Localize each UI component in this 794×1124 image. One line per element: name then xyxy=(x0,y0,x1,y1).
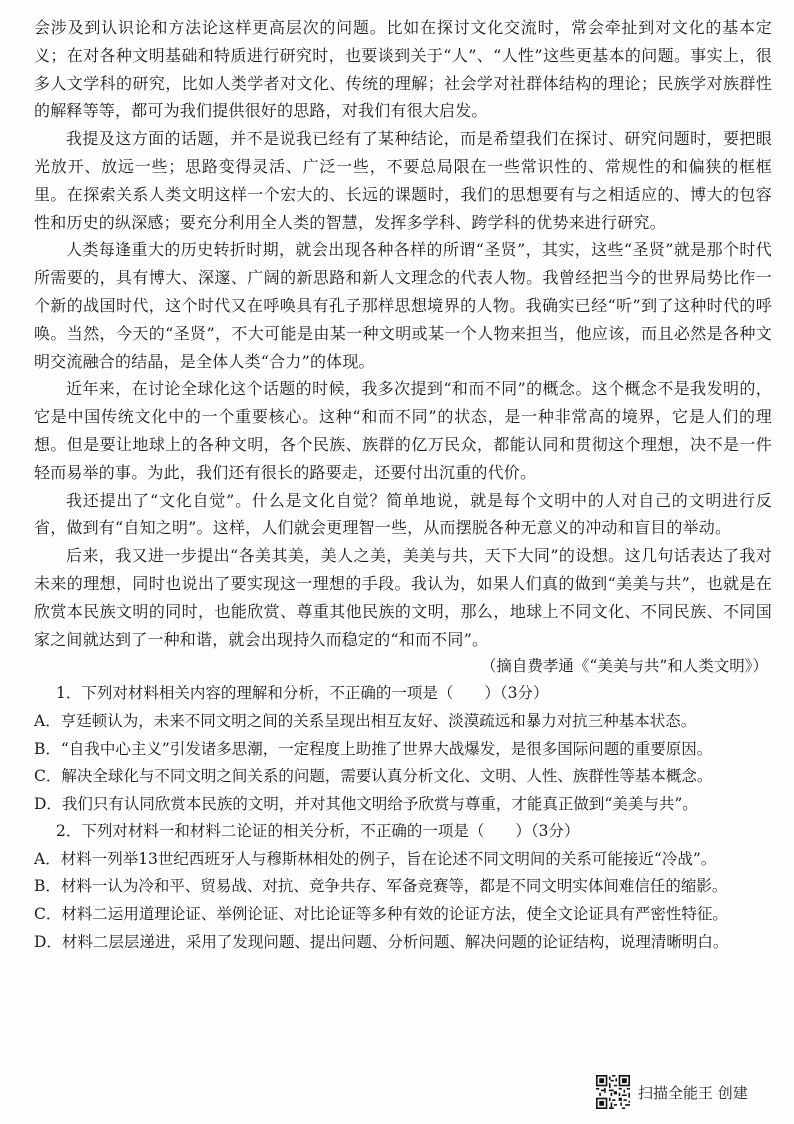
question-1-option-b: B．“自我中心主义”引发诸多思潮，一定程度上助推了世界大战爆发，是很多国际问题的重要原因。 xyxy=(34,739,713,758)
paragraph-2: 我提及这方面的话题，并不是说我已经有了某种结论，而是希望我们在探讨、研究问题时，要把眼光放开、放远一些；思路变得灵活、广泛一些，不要总局限在一些常识性的、常规性的和偏狭的框框里。在探索关系人类文明这样一个宏大的、长远的课题时，我们的思想要有与之相适应的、博大的包容性和历史的纵深感；要充分利用全人类的智慧，发挥多学科、跨学科的优势来进行研究。 xyxy=(34,129,772,232)
paragraph-3: 人类每逢重大的历史转折时期，就会出现各种各样的所谓“圣贤”，其实，这些“圣贤”就是那个时代所需要的，具有博大、深邃、广阔的新思路和新人文理念的代表人物。我曾经把当今的世界局势比作一个新的战国时代，这个时代又在呼唤具有孔子那样思想境界的人物。我确实已经“听”到了这种时代的呼唤。当然，今天的“圣贤”，不大可能是由某一种文明或某一个人物来担当，他应该，而且必然是各种文明交流融合的结晶，是全体人类“合力”的体现。 xyxy=(34,240,772,371)
question-1-option-c: C．解决全球化与不同文明之间关系的问题，需要认真分析文化、文明、人性、族群性等基本概念。 xyxy=(34,767,713,786)
paragraph-4: 近年来，在讨论全球化这个话题的时候，我多次提到“和而不同”的概念。这个概念不是我发明的，它是中国传统文化中的一个重要核心。这种“和而不同”的状态，是一种非常高的境界，它是人们的理想。但是要让地球上的各种文明，各个民族、族群的亿万民众，都能认同和贯彻这个理想，决不是一件轻而易举的事。为此，我们还有很长的路要走，还要付出沉重的代价。 xyxy=(34,379,772,482)
question-2-option-a: A．材料一列举13世纪西班牙人与穆斯林相处的例子，旨在论述不同文明间的关系可能接近“冷战”。 xyxy=(34,849,717,868)
question-1 xyxy=(34,680,772,818)
qr-code-icon xyxy=(596,1075,630,1109)
question-2-option-c: C．材料二运用道理论证、举例论证、对比论证等多种有效的论证方法，使全文论证具有严密性特征。 xyxy=(34,905,728,924)
question-2-option-d: D．材料二层层递进，采用了发现问题、提出问题、分析问题、解决问题的论证结构，说理清晰明白。 xyxy=(34,932,729,951)
source-citation: （摘自费孝通《“美美与共”和人类文明》） xyxy=(480,657,768,676)
question-1-option-d: D．我们只有认同欣赏本民族的文明，并对其他文明给予欣赏与尊重，才能真正做到“美美与共”。 xyxy=(34,794,698,813)
question-2-option-b: B．材料一认为冷和平、贸易战、对抗、竞争共存、军备竞赛等，都是不同文明实体间难信任的缩影。 xyxy=(34,877,728,896)
watermark-text: 扫描全能王 创建 xyxy=(638,1083,748,1102)
paragraph-5: 我还提出了“文化自觉”。什么是文化自觉？简单地说，就是每个文明中的人对自己的文明进行反省，做到有“自知之明”。这样，人们就会更理智一些，从而摆脱各种无意义的冲动和盲目的举动。 xyxy=(34,490,772,538)
paragraph-6: 后来，我又进一步提出“各美其美，美人之美，美美与共，天下大同”的设想。这几句话表达了我对未来的理想，同时也说出了要实现这一理想的手段。我认为，如果人们真的做到“美美与共”，也就是在欣赏本民族文明的同时，也能欣赏、尊重其他民族的文明，那么，地球上不同文化、不同民族、不同国家之间就达到了一种和谐，就会出现持久而稳定的“和而不同”。 xyxy=(34,546,772,649)
paragraph-1: 会涉及到认识论和方法论这样更高层次的问题。比如在探讨文化交流时，常会牵扯到对文化的基本定义；在对各种文明基础和特质进行研究时，也要谈到关于“人”、“人性”这些更基本的问题。事实上，很多人文学科的研究，比如人类学者对文化、传统的理解；社会学对社群体结构的理论；民族学对族群性的解释等等，都可为我们提供很好的思路，对我们有很大启发。 xyxy=(34,18,772,121)
document-body xyxy=(34,14,772,956)
question-1-option-a: A．亨廷顿认为，未来不同文明之间的关系呈现出相互友好、淡漠疏远和暴力对抗三种基本状态。 xyxy=(34,711,697,730)
question-2 xyxy=(34,818,772,956)
scanner-watermark xyxy=(596,1072,748,1112)
question-2-stem: 2．下列对材料一和材料二论证的相关分析，不正确的一项是（ ）（3分） xyxy=(56,822,580,841)
question-1-stem: 1．下列对材料相关内容的理解和分析，不正确的一项是（ ）（3分） xyxy=(56,684,549,703)
